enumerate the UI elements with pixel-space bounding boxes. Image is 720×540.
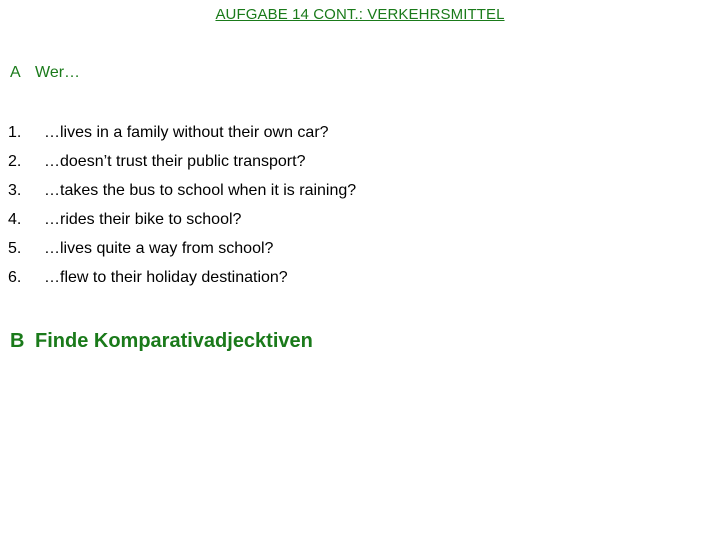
- list-item-text: …takes the bus to school when it is raining?: [44, 182, 357, 199]
- list-item: [8, 147, 356, 176]
- section-a-text: Wer…: [35, 64, 81, 81]
- question-list: [8, 118, 356, 292]
- list-item: [8, 205, 356, 234]
- list-item-number: 5.: [8, 240, 22, 257]
- list-item: [8, 118, 356, 147]
- list-item: [8, 234, 356, 263]
- list-item-text: …flew to their holiday destination?: [44, 269, 288, 286]
- list-item-text: …doesn’t trust their public transport?: [44, 153, 306, 170]
- list-item-number: 6.: [8, 269, 22, 286]
- list-item-text: …lives in a family without their own car?: [44, 124, 329, 141]
- page-title: AUFGABE 14 CONT.: VERKEHRSMITTEL: [215, 6, 505, 23]
- section-b-letter: B: [10, 330, 25, 352]
- list-item-text: …lives quite a way from school?: [44, 240, 274, 257]
- list-item-number: 1.: [8, 124, 22, 141]
- section-a-letter: A: [10, 64, 21, 81]
- list-item: [8, 176, 356, 205]
- list-item-text: …rides their bike to school?: [44, 211, 242, 228]
- list-item-number: 2.: [8, 153, 22, 170]
- list-item-number: 4.: [8, 211, 22, 228]
- section-b-heading: [10, 330, 313, 353]
- section-a-heading: [10, 64, 80, 82]
- list-item: [8, 263, 356, 292]
- section-b-text: Finde Komparativadjecktiven: [35, 330, 313, 352]
- list-item-number: 3.: [8, 182, 22, 199]
